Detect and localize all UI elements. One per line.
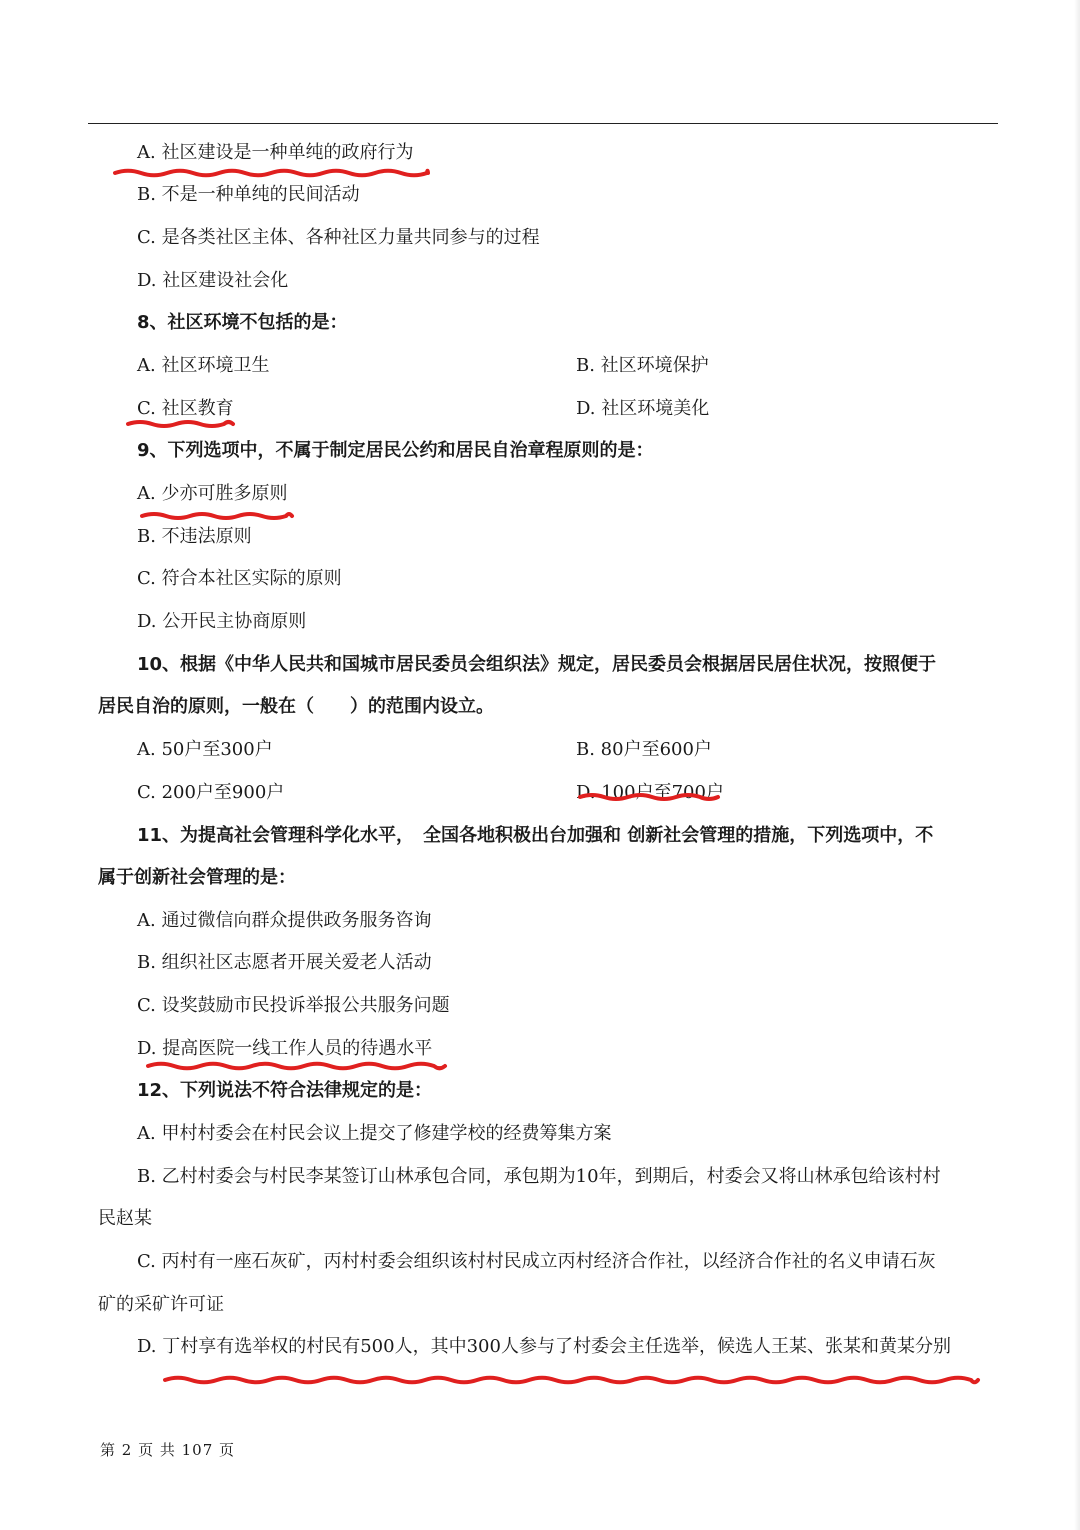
q8-option-a: A. 社区环境卫生	[137, 355, 270, 376]
q12-option-b-line1: B. 乙村村委会与村民李某签订山林承包合同，承包期为10年，到期后，村委会又将山林承包给该村村	[137, 1166, 941, 1187]
q11-question-line2: 属于创新社会管理的是：	[98, 867, 296, 888]
page-number: 第 2 页 共 107 页	[100, 1441, 236, 1459]
q7-option-b: B. 不是一种单纯的民间活动	[137, 184, 360, 205]
wavy-underline-q12d	[165, 1378, 978, 1383]
q10-option-b: B. 80户至600户	[576, 739, 712, 760]
q8-option-b: B. 社区环境保护	[576, 355, 709, 376]
q10-option-d: D. 100户至700户	[576, 782, 724, 803]
q12-option-b-line2: 民赵某	[98, 1208, 152, 1229]
q11-option-b: B. 组织社区志愿者开展关爱老人活动	[137, 952, 432, 973]
wavy-underline-q11d	[148, 1064, 445, 1069]
q8-question: 8、社区环境不包括的是：	[137, 312, 348, 333]
q11-option-a: A. 通过微信向群众提供政务服务咨询	[137, 910, 432, 931]
q11-option-c: C. 设奖鼓励市民投诉举报公共服务问题	[137, 995, 450, 1016]
q10-question-line1: 10、根据《中华人民共和国城市居民委员会组织法》规定，居民委员会根据居民居住状况，按照便于	[137, 654, 937, 675]
q10-option-a: A. 50户至300户	[137, 739, 273, 760]
q8-option-c: C. 社区教育	[137, 398, 234, 419]
wavy-underline-q8c	[128, 422, 233, 426]
q9-option-a: A. 少亦可胜多原则	[137, 483, 288, 504]
q10-option-c: C. 200户至900户	[137, 782, 285, 803]
q9-option-c: C. 符合本社区实际的原则	[137, 568, 342, 589]
q7-option-a: A. 社区建设是一种单纯的政府行为	[137, 142, 414, 163]
q11-question-line1: 11、为提高社会管理科学化水平， 全国各地积极出台加强和 创新社会管理的措施，下列选项中，不	[137, 825, 934, 846]
wavy-underline-q9a	[142, 514, 292, 518]
q8-option-d: D. 社区环境美化	[576, 398, 710, 419]
q7-option-c: C. 是各类社区主体、各种社区力量共同参与的过程	[137, 227, 540, 248]
q7-option-d: D. 社区建设社会化	[137, 270, 289, 291]
wavy-underline-q7a	[115, 171, 428, 176]
q11-option-d: D. 提高医院一线工作人员的待遇水平	[137, 1038, 433, 1059]
page-edge-shadow	[1074, 0, 1080, 1530]
q12-question: 12、下列说法不符合法律规定的是：	[137, 1080, 433, 1101]
q12-option-d-line1: D. 丁村享有选举权的村民有500人，其中300人参与了村委会主任选举，候选人王某、张某和黄某分别	[137, 1336, 951, 1357]
q12-option-c-line1: C. 丙村有一座石灰矿，丙村村委会组织该村村民成立丙村经济合作社，以经济合作社的名义申请石灰	[137, 1251, 936, 1272]
q9-option-d: D. 公开民主协商原则	[137, 611, 307, 632]
q9-option-b: B. 不违法原则	[137, 526, 252, 547]
header-rule	[88, 123, 998, 124]
q9-question: 9、下列选项中，不属于制定居民公约和居民自治章程原则的是：	[137, 440, 654, 461]
q12-option-a: A. 甲村村委会在村民会议上提交了修建学校的经费筹集方案	[137, 1123, 612, 1144]
q12-option-c-line2: 矿的采矿许可证	[98, 1294, 224, 1315]
q10-question-line2: 居民自治的原则，一般在（ ）的范围内设立。	[98, 696, 494, 717]
